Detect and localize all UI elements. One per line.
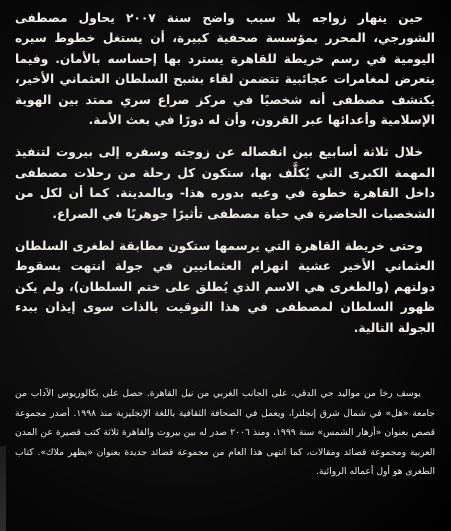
paragraph-gap [15, 224, 435, 236]
blurb-paragraph-3: وحتى خريطة القاهرة التي يرسمها ستكون مطابقة لطغرى السلطان العثماني الأخير عشية انهزام العثمانيين في جولة انتهت بسقوط دولتهم (والطغرى هي الاسم الذي يُطلق على ختم السلطان)، ولم يكن ظهور السلطان لمصطفى في هذا التوقيت بالذات سوى إيذان ببدء الجولة التالية. [15, 239, 435, 335]
blurb-text [15, 8, 435, 338]
spine-edge-mark [0, 446, 6, 531]
paragraph-gap [15, 130, 435, 142]
blurb-paragraph-2: خلال ثلاثة أسابيع بين انفصاله عن زوجته وسفره إلى بيروت لتنفيذ المهمة الكبرى التي يُكلَّف بها، ستكون كل رحلة من رحلات مصطفى داخل القاهرة خطوة في وعيه بدوره هذا- وبالمدينة. كما أن لكل من الشخصيات الحاضرة في حياة مصطفى تأثيرًا جوهريًا في الصراع. [15, 145, 435, 221]
blurb-paragraph-1: حين ينهار زواجه بلا سبب واضح سنة ٢٠٠٧ يحاول مصطفى الشورجي، المحرر بمؤسسة صحفية كبيرة، أن يستغل خطوط سيره اليومية في رسم خريطة للقاهرة يسترد بها إحساسه بالأمان. وفيما يتعرض لمغامرات عجائبية تتضمن لقاء بشبح السلطان العثماني الأخير، يكتشف مصطفى أنه شخصيًا في مركز صراع سري ممتد بين الهوية الإسلامية وأعدائها عبر القرون، وأن له دورًا في بعث الأمة. [15, 11, 435, 128]
author-bio: يوسف رخا من مواليد حي الدقي، على الجانب الغربي من نيل القاهرة. حصل على بكالوريوس الآداب من جامعة «هل» في شمال شرق إنجلترا، ويعمل في الصحافة الثقافية باللغة الإنجليزية منذ ١٩٩٨. أصدر مجموعة قصص بعنوان «أزهار الشمس» سنة ١٩٩٩، ومنذ ٢٠٠٦ صدر له بين بيروت والقاهرة ثلاثة كتب قصيرة عن المدن العربية ومجموعة قصائد ومقالات، كما انتهى هذا العام من مجموعة قصائد جديدة بعنوان «يظهر ملاك». كتاب الطغرى هو أول أعماله الروائية. [15, 388, 435, 478]
